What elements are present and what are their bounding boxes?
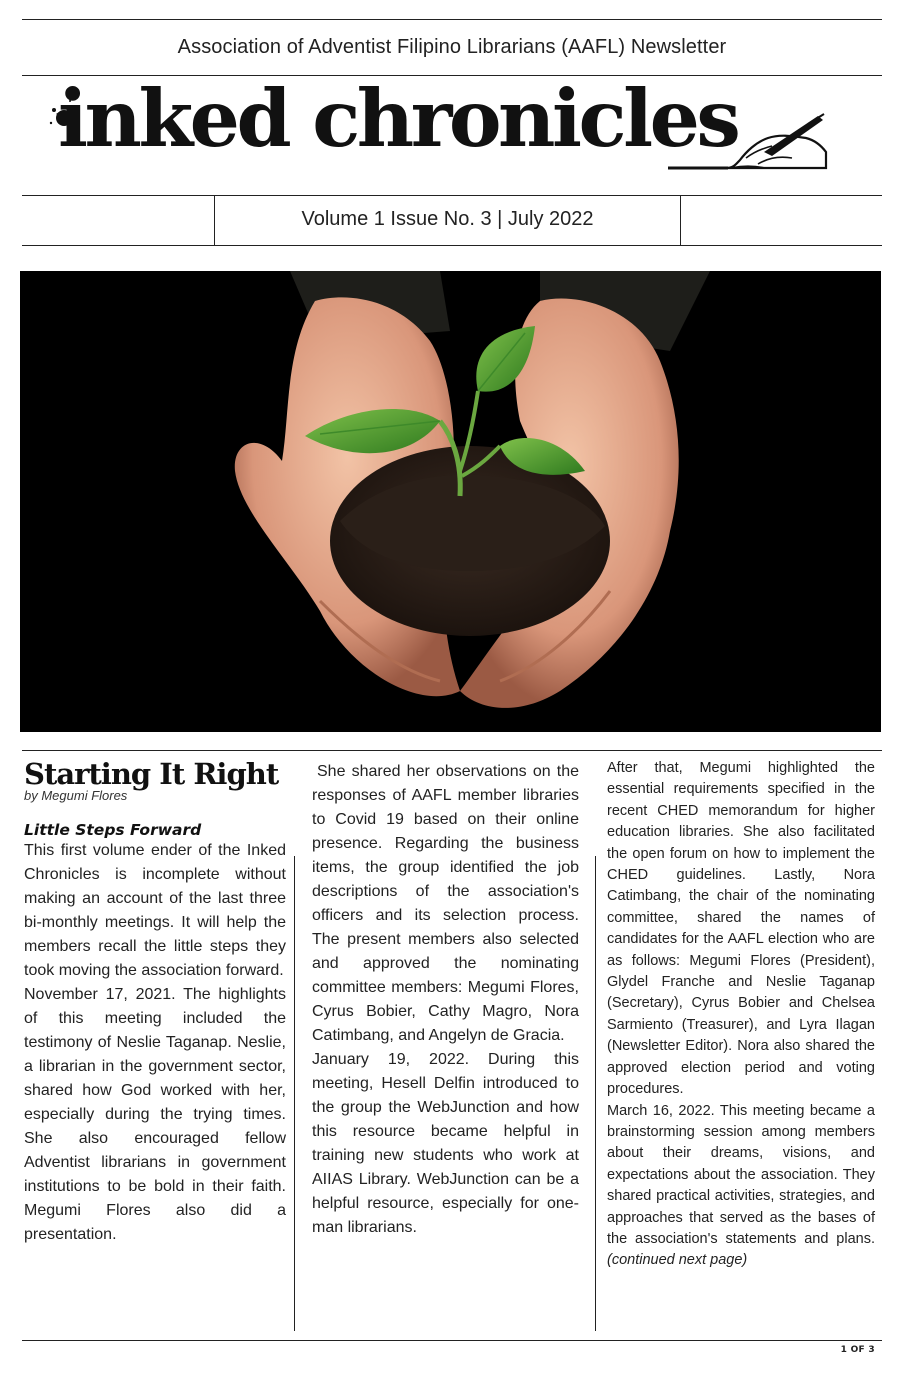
column-divider-2 — [595, 856, 596, 1331]
issue-bottom-rule — [22, 245, 882, 246]
issue-line: Volume 1 Issue No. 3 | July 2022 — [301, 208, 594, 230]
paragraph: November 17, 2021. The highlights of this meeting included the testimony of Neslie Taganap. Neslie, a librarian in the government sector, shared how God worked with her, especially during the trying times. She also encouraged fellow Adventist librarians in government institutions to be bold in their faith. Megumi Flores also did a presentation. — [24, 986, 286, 1243]
article-column-3 — [607, 758, 875, 1272]
paragraph: After that, Megumi highlighted the essential requirements specified in the recent CHED memorandum for higher education libraries. She also facilitated the open forum on how to implement the CHED guidelines. Lastly, Nora Catimbang, the chair of the nominating committee, shared the names of candidates for the AAFL election who are as follows: Megumi Flores (President), Glydel Franche and Neslie Taganap (Secretary), Cyrus Bobier and Chelsea Sarmiento (Treasurer), and Lyra Ilagan (Newsletter Editor). Nora also shared the approved election period and voting procedures. — [607, 760, 875, 1098]
article-headline: Starting It Right — [24, 757, 279, 791]
article-subheading: Little Steps Forward — [24, 821, 202, 839]
article-top-rule — [22, 750, 882, 751]
paragraph — [607, 1101, 875, 1272]
hand-writing-with-quill-icon — [668, 112, 833, 177]
masthead — [48, 72, 878, 187]
paragraph: This first volume ender of the Inked Chronicles is incomplete without making an account of the last three bi-monthly meetings. It will help the members recall the little steps they took moving the association forward. — [24, 842, 286, 979]
newsletter-title: inked chronicles — [58, 72, 738, 165]
footer-rule — [22, 1340, 882, 1341]
association-line: Association of Adventist Filipino Librarians (AAFL) Newsletter — [177, 36, 727, 58]
page-number: 1 OF 3 — [840, 1345, 875, 1355]
article-column-2 — [312, 760, 579, 1240]
paragraph-text: March 16, 2022. This meeting became a brainstorming session among members about their dreams, visions, and expectations about the association. They shared practical activities, strategies, and approaches that served as the bases of the association's statements and plans. — [607, 1102, 875, 1247]
article-byline: by Megumi Flores — [24, 788, 128, 803]
paragraph: January 19, 2022. During this meeting, Hesell Delfin introduced to the group the WebJunction and how this resource became helpful in training new students who work at AIIAS Library. WebJunction can be a helpful resource, especially for one-man librarians. — [312, 1051, 579, 1236]
hero-image-hands-seedling — [20, 271, 881, 732]
continued-note: (continued next page) — [607, 1252, 748, 1269]
issue-box — [214, 196, 681, 245]
column-divider-1 — [294, 856, 295, 1331]
top-rule — [22, 19, 882, 20]
paragraph: She shared her observations on the responses of AAFL member libraries to Covid 19 based on their online presence. Regarding the business items, the group identified the job descriptions of the association's officers and its selection process. The present members also selected and approved the nominating committee members: Megumi Flores, Cyrus Bobier, Cathy Magro, Nora Catimbang, and Angelyn de Gracia. — [312, 763, 579, 1044]
article-column-1 — [24, 756, 286, 1247]
